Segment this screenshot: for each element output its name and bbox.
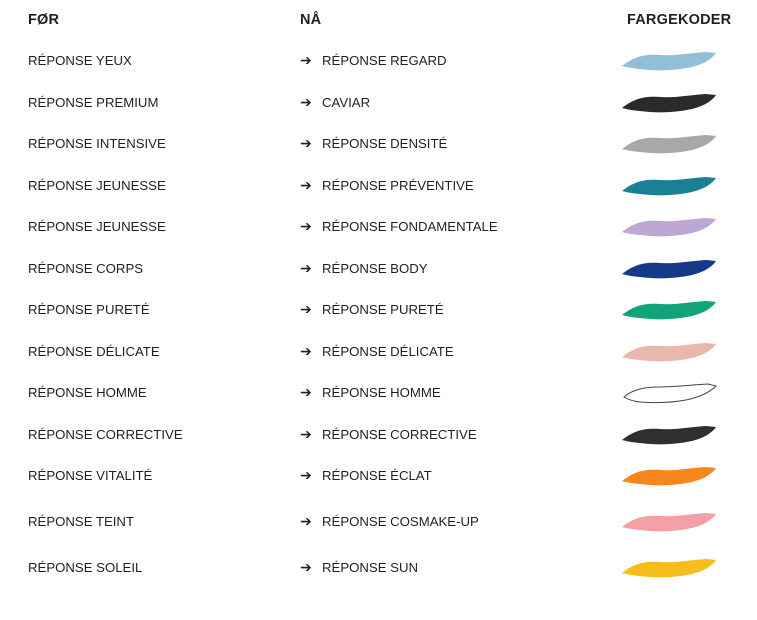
- table-body: [0, 44, 757, 597]
- column-header-after: NÅ: [300, 12, 322, 28]
- cell-before-name: RÉPONSE SOLEIL: [28, 560, 143, 575]
- brush-stroke-swatch: [620, 299, 718, 323]
- table-row: [0, 44, 757, 86]
- cell-before-name: RÉPONSE VITALITÉ: [28, 468, 153, 483]
- cell-before-name: RÉPONSE PURETÉ: [28, 302, 150, 317]
- brush-stroke-swatch: [620, 424, 718, 448]
- color-swatch-cell: [620, 127, 730, 169]
- cell-before-name: RÉPONSE JEUNESSE: [28, 177, 166, 193]
- brush-stroke-swatch: [620, 511, 718, 535]
- table-row: [0, 459, 757, 505]
- table-row: [0, 335, 757, 377]
- table-row: [0, 252, 757, 294]
- brush-stroke-swatch: [620, 258, 718, 282]
- table-header: [0, 12, 757, 36]
- cell-after-name: RÉPONSE CORRECTIVE: [322, 426, 477, 442]
- arrow-icon: ➔: [300, 135, 312, 151]
- cell-after-name: RÉPONSE FONDAMENTALE: [322, 219, 498, 234]
- table-row: [0, 169, 757, 211]
- cell-after-name: RÉPONSE DÉLICATE: [322, 343, 454, 359]
- table-row: [0, 376, 757, 418]
- cell-after-name: RÉPONSE ÉCLAT: [322, 468, 432, 483]
- column-header-before: FØR: [28, 12, 60, 28]
- arrow-icon: ➔: [300, 513, 312, 529]
- cell-before-name: RÉPONSE PREMIUM: [28, 94, 159, 110]
- cell-before-name: RÉPONSE DÉLICATE: [28, 343, 160, 359]
- cell-after-name: RÉPONSE REGARD: [322, 53, 447, 68]
- column-header-colorcodes: FARGEKODER: [627, 12, 732, 28]
- cell-before-name: RÉPONSE JEUNESSE: [28, 219, 166, 234]
- table-row: [0, 127, 757, 169]
- color-swatch-cell: [620, 376, 730, 418]
- table-row: [0, 210, 757, 252]
- arrow-icon: ➔: [300, 467, 312, 483]
- cell-after-name: RÉPONSE HOMME: [322, 385, 441, 400]
- brush-stroke-swatch: [620, 557, 718, 581]
- color-swatch-cell: [620, 335, 730, 377]
- cell-after-name: RÉPONSE DENSITÉ: [322, 136, 448, 151]
- brush-stroke-swatch: [620, 465, 718, 489]
- color-swatch-cell: [620, 86, 730, 128]
- brush-stroke-swatch: [620, 216, 718, 240]
- arrow-icon: ➔: [300, 52, 312, 68]
- color-swatch-cell: [620, 169, 730, 211]
- color-swatch-cell: [620, 551, 730, 593]
- arrow-icon: ➔: [300, 218, 312, 234]
- arrow-icon: ➔: [300, 176, 312, 193]
- color-swatch-cell: [620, 505, 730, 547]
- arrow-icon: ➔: [300, 384, 312, 400]
- arrow-icon: ➔: [300, 559, 312, 575]
- arrow-icon: ➔: [300, 342, 312, 359]
- color-swatch-cell: [620, 418, 730, 460]
- arrow-icon: ➔: [300, 301, 312, 317]
- table-row: [0, 293, 757, 335]
- table-row: [0, 418, 757, 460]
- cell-before-name: RÉPONSE CORRECTIVE: [28, 426, 183, 442]
- color-swatch-cell: [620, 293, 730, 335]
- cell-before-name: RÉPONSE TEINT: [28, 514, 135, 529]
- color-swatch-cell: [620, 210, 730, 252]
- cell-after-name: RÉPONSE BODY: [322, 260, 428, 276]
- cell-after-name: RÉPONSE SUN: [322, 560, 418, 575]
- cell-after-name: RÉPONSE COSMAKE-UP: [322, 514, 479, 529]
- arrow-icon: ➔: [300, 259, 312, 276]
- brush-stroke-swatch: [620, 50, 718, 74]
- color-swatch-cell: [620, 44, 730, 86]
- cell-before-name: RÉPONSE INTENSIVE: [28, 136, 166, 151]
- cell-before-name: RÉPONSE YEUX: [28, 53, 132, 68]
- color-swatch-cell: [620, 459, 730, 501]
- table-row: [0, 505, 757, 551]
- table-row: [0, 551, 757, 597]
- arrow-icon: ➔: [300, 425, 312, 442]
- cell-before-name: RÉPONSE HOMME: [28, 385, 147, 400]
- cell-after-name: RÉPONSE PURETÉ: [322, 302, 444, 317]
- cell-before-name: RÉPONSE CORPS: [28, 260, 144, 276]
- color-swatch-cell: [620, 252, 730, 294]
- brush-stroke-swatch: [620, 133, 718, 157]
- arrow-icon: ➔: [300, 93, 312, 110]
- cell-after-name: CAVIAR: [322, 94, 371, 110]
- table-row: [0, 86, 757, 128]
- brush-stroke-swatch: [620, 175, 718, 199]
- brush-stroke-swatch: [620, 341, 718, 365]
- brush-stroke-swatch: [620, 382, 718, 406]
- brush-stroke-swatch: [620, 92, 718, 116]
- cell-after-name: RÉPONSE PRÉVENTIVE: [322, 177, 474, 193]
